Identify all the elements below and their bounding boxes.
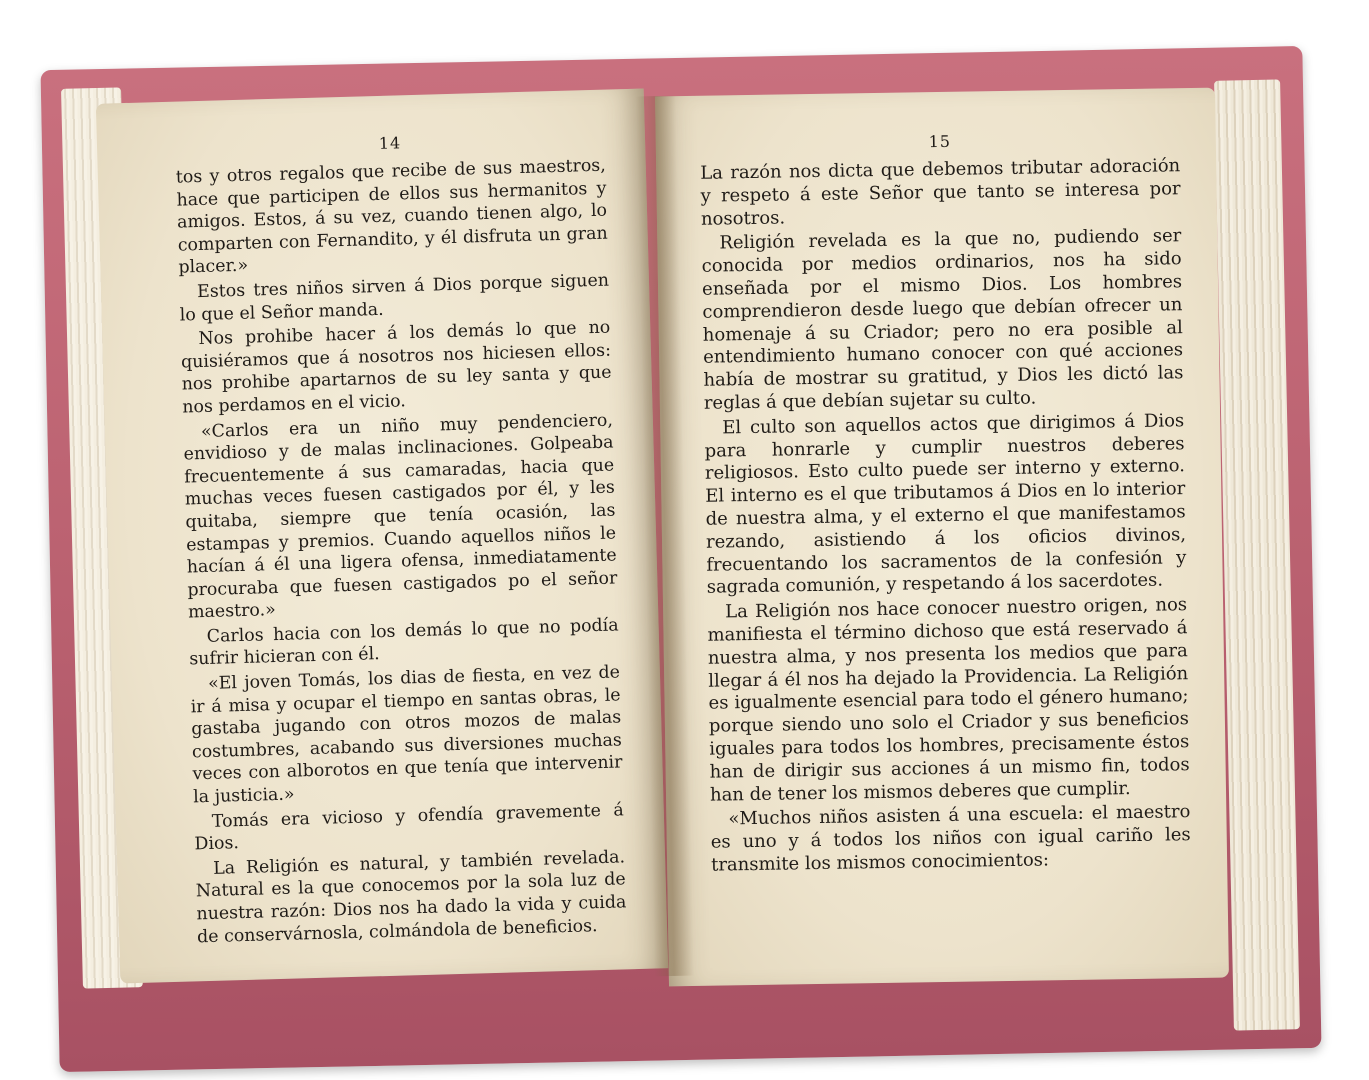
paragraph: Religión revelada es la que no, pudiendo ser conocida por medios ordinarios, nos ha sido enseñada por el mismo Dios. Los hombres comprendieron desde luego que debían ofrecer un homenaje á su Criador; pero no era posible al entendimiento humano conocer con qué acciones había de mostrar su gratitud, y Dios les dictó las reglas á que debían sujetar su culto. bbox=[701, 225, 1184, 414]
paragraph: La Religión es natural, y también revelada. Natural es la que conocemos por la sola luz de nuestra razón: Dios nos ha dado la vida y cuida de conservárnosla, colmándola de beneficios. bbox=[195, 847, 627, 947]
page-number-right: 15 bbox=[928, 131, 952, 152]
paragraph: Carlos hacia con los demás lo que no podía sufrir hicieran con él. bbox=[189, 615, 619, 670]
paragraph: «Muchos niños asisten á una escuela: el maestro es uno y á todos los niños con igual cariño les transmite los mismos conocimientos: bbox=[710, 801, 1191, 876]
paragraph: La Religión nos hace conocer nuestro origen, nos manifiesta el término dichoso que está reservado á nuestra alma, y nos presenta los medios que para llegar á él nos ha dejado la Providencia. La Religión es igualmente esencial para todo el género humano; porque siendo uno solo el Criador y sus beneficios iguales para todos los hombres, precisamente éstos han de dirigir sus acciones á un mismo fin, todos han de tener los mismos deberes que cumplir. bbox=[707, 594, 1190, 806]
right-page-text bbox=[700, 155, 1191, 877]
paragraph: La razón nos dicta que debemos tributar adoración y respeto á este Señor que tanto se interesa por nosotros. bbox=[700, 155, 1181, 230]
paragraph: «Carlos era un niño muy pendenciero, envidioso y de malas inclinaciones. Golpeaba frecuentemente á sus camaradas, hacia que muchas veces fuesen castigados por él, y les quitaba, siempre que tenía ocasión, las estampas y premios. Cuando aquellos niños le hacían á él una ligera ofensa, inmediatamente procuraba que fuesen castigados po el señor maestro.» bbox=[183, 410, 618, 623]
paragraph: tos y otros regalos que recibe de sus maestros, hace que participen de ellos sus hermanitos y amigos. Estos, á su vez, cuando tienen algo, lo comparten con Fernandito, y él disfruta un gran placer.» bbox=[175, 155, 608, 278]
paragraph: «El joven Tomás, los dias de fiesta, en vez de ir á misa y ocupar el tiempo en santas obras, le gastaba jugando con otros mozos de malas costumbres, acabando sus diversiones muchas veces con alborotos en que tenía que intervenir la justicia.» bbox=[190, 662, 623, 808]
right-page bbox=[655, 88, 1229, 987]
paragraph: El culto son aquellos actos que dirigimos á Dios para honrarle y cumplir nuestros deberes religiosos. Esto culto puede ser interno y externo. El interno es el que tributamos á Dios en lo interior de nuestra alma, y el externo el que manifestamos rezando, asistiendo á los oficios divinos, frecuentando los sacramentos de la confesión y sagrada comunión, y respetando á los sacerdotes. bbox=[704, 409, 1187, 599]
paragraph: Tomás era vicioso y ofendía gravemente á Dios. bbox=[194, 799, 625, 855]
page-number-left: 14 bbox=[378, 133, 402, 153]
left-page bbox=[96, 89, 668, 984]
paragraph: Nos prohibe hacer á los demás lo que no quisiéramos que á nosotros nos hiciesen ellos: nos prohibe apartarnos de su ley santa y que nos perdamos en el vicio. bbox=[180, 317, 612, 418]
left-page-text bbox=[176, 155, 628, 949]
paragraph: Estos tres niños sirven á Dios porque siguen lo que el Señor manda. bbox=[179, 270, 610, 326]
